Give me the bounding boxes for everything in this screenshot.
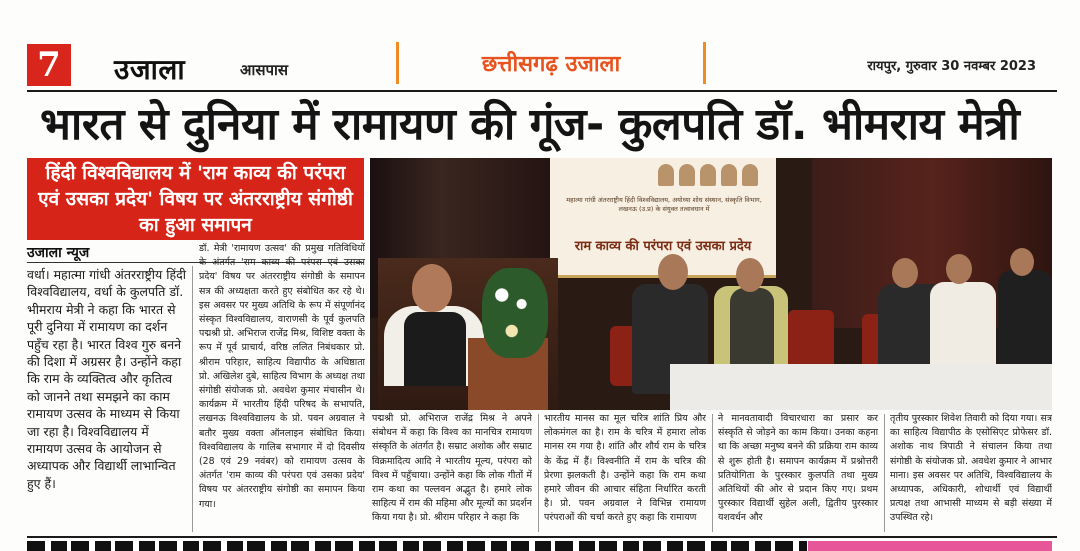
article-column-4: भारतीय मानस का मूल चरित्र शांति प्रिय और लोकमंगल का है। राम के चरित्र में हमारा लोक मानस रम गया है। शांति और शौर्य राम के चरित्र के केंद्र में हैं। विश्वनीति में राम के चरित्र की प्रेरणा झलकती है। उन्होंने कहा कि राम कथा हमारे जीवन की आचार संहिता निर्धारित करती है। प्रो. पवन अग्रवाल ने विभिन्न रामायण परंपराओं की चर्चा करते हुए कहा कि रामायण [544,413,706,524]
article-column-3: पद्मश्री प्रो. अभिराज राजेंद्र मिश्र ने अपने संबोधन में कहा कि विश्व का मानचित्र रामायण संस्कृति के अंतर्गत है। सम्राट अशोक और सम्राट विक्रमादित्य आदि ने भारतीय मूल्य, परंपरा को विश्व में पहुँचाया। उन्होंने कहा कि लोक गीतों में राम कथा का पल्लवन अद्भुत है। हमारे लोक साहित्य में राम की महिमा और मूल्यों का प्रदर्शन किया गया है। प्रो. श्रीराम परिहार ने कहा कि [372,413,532,524]
main-headline: भारत से दुनिया में रामायण की गूंज- कुलपति डॉ. भीमराय मेत्री [40,99,1020,150]
subheadline-box: हिंदी विश्वविद्यालय में 'राम काव्य की परंपरा एवं उसका प्रदेय' विषय पर अंतरराष्ट्रीय संगोष्ठी का हुआ समापन [27,158,364,240]
bottom-rule [27,536,1057,538]
guest-2-vest [730,288,774,376]
next-story-strip [27,541,807,551]
column-divider [712,414,713,532]
column-divider [192,266,193,532]
dateline: रायपुर, गुरुवार 30 नवम्बर 2023 [867,59,1036,74]
masthead-rule [27,90,1057,92]
column-divider [538,414,539,532]
byline: उजाला न्यूज [27,245,90,261]
page-number-badge: 7 [27,44,71,86]
article-column-5: ने मानवतावादी विचारधारा का प्रसार कर संस्कृति से जोड़ने का काम किया। उनका कहना था कि अच्छा मनुष्य बनने की प्रक्रिया राम काव्य से शुरू होती है। समापन कार्यक्रम में प्रश्नोत्तरी प्रतियोगिता के पुरस्कार कुलपति तथा मुख्य अतिथियों की ओर से प्रदान किए गए। प्रथम पुरस्कार विद्यार्थी सुहेल अली, द्वितीय पुरस्कार यशवर्धन और [718,413,878,524]
dais-table [670,364,1052,410]
column-divider [884,414,885,532]
banner-portraits [558,164,758,190]
brand-name: उजाला [114,53,186,86]
guest-2-head [736,258,764,292]
brand-subtitle: आसपास [240,61,289,79]
article-column-6: तृतीय पुरस्कार शिवेश तिवारी को दिया गया। सत्र का साहित्य विद्यापीठ के एसोसिएट प्रोफेसर डॉ. अशोक नाथ त्रिपाठी ने संचालन किया तथा संगोष्ठी के संयोजक प्रो. अवधेश कुमार ने आभार माना। इस अवसर पर अतिथि, विश्वविद्यालय के अध्यापक, अधिकारी, शोधार्थी एवं विद्यार्थी प्रत्यक्ष तथा आभासी माध्यम से बड़ी संख्या में उपस्थित रहे। [890,413,1052,524]
speaker-vest [404,312,466,386]
guest-3-head [892,258,918,288]
banner-organizers: महात्मा गांधी अंतरराष्ट्रीय हिंदी विश्वविद्यालय, अयोध्या शोध संस्थान, संस्कृति विभाग, लखनऊ (उ.प्र) के संयुक्त तत्वावधान में [566,196,762,213]
article-column-1: वर्धा। महात्मा गांधी अंतरराष्ट्रीय हिंदी विश्वविद्यालय, वर्धा के कुलपति डॉ. भीमराय मेत्री ने कहा कि भारत से पूरी दुनिया में रामायण का दर्शन पहुँच रहा है। भारत विश्व गुरु बनने की दिशा में अग्रसर है। उन्होंने कहा कि राम के व्यक्तित्व और कृतित्व को जानने तथा समझने का काम रामायण उत्सव के माध्यम से किया जा रहा है। विश्वविद्यालय में रामायण उत्सव के आयोजन से अध्यापक और विद्यार्थी लाभान्वित हुए हैं। [27,267,186,491]
guest-5-head [1010,248,1034,276]
advert-strip [808,541,1052,551]
section-title: छत्तीसगढ़ उजाला [481,52,621,77]
guest-5 [998,270,1052,374]
guest-1-head [658,254,688,290]
article-column-2: डॉ. मेत्री 'रामायण उत्सव' की प्रमुख गतिविधियों के अंतर्गत 'राम काव्य की परंपरा एवं उसका प्रदेय' विषय पर अंतरराष्ट्रीय संगोष्ठी के समापन सत्र की अध्यक्षता करते हुए संबोधित कर रहे थे। इस अवसर पर मुख्य अतिथि के रूप में संपूर्णानंद संस्कृत विश्वविद्यालय, वाराणसी के पूर्व कुलपति पद्मश्री प्रो. अभिराज राजेंद्र मिश्र, विशिष्ट वक्ता के रूप में पूर्व प्राचार्य, वरिष्ठ ललित निबंधकार प्रो. श्रीराम परिहार, साहित्य विद्यापीठ के अधिष्ठाता प्रो. अखिलेश दुबे, साहित्य विभाग के अध्यक्ष तथा संगोष्ठी संयोजक प्रो. अवधेश कुमार मंचासीन थे। कार्यक्रम में भारतीय हिंदी परिषद के सभापति, लखनऊ विश्वविद्यालय के प्रो. पवन अग्रवाल ने बतौर मुख्य वक्ता ऑनलाइन संबोधित किया। विश्वविद्यालय के गालिब सभागार में दो दिवसीय (28 एवं 29 नवंबर) को रामायण उत्सव के अंतर्गत 'राम काव्य की परंपरा एवं उसका प्रदेय' विषय पर अंतरराष्ट्रीय संगोष्ठी का समापन किया गया। [199,243,365,510]
guest-4-head [946,254,972,284]
event-photo [370,158,1052,410]
banner-title: राम काव्य की परंपरा एवं उसका प्रदेय [574,239,752,254]
speaker-head [412,264,452,312]
flower-bouquet [482,268,548,358]
